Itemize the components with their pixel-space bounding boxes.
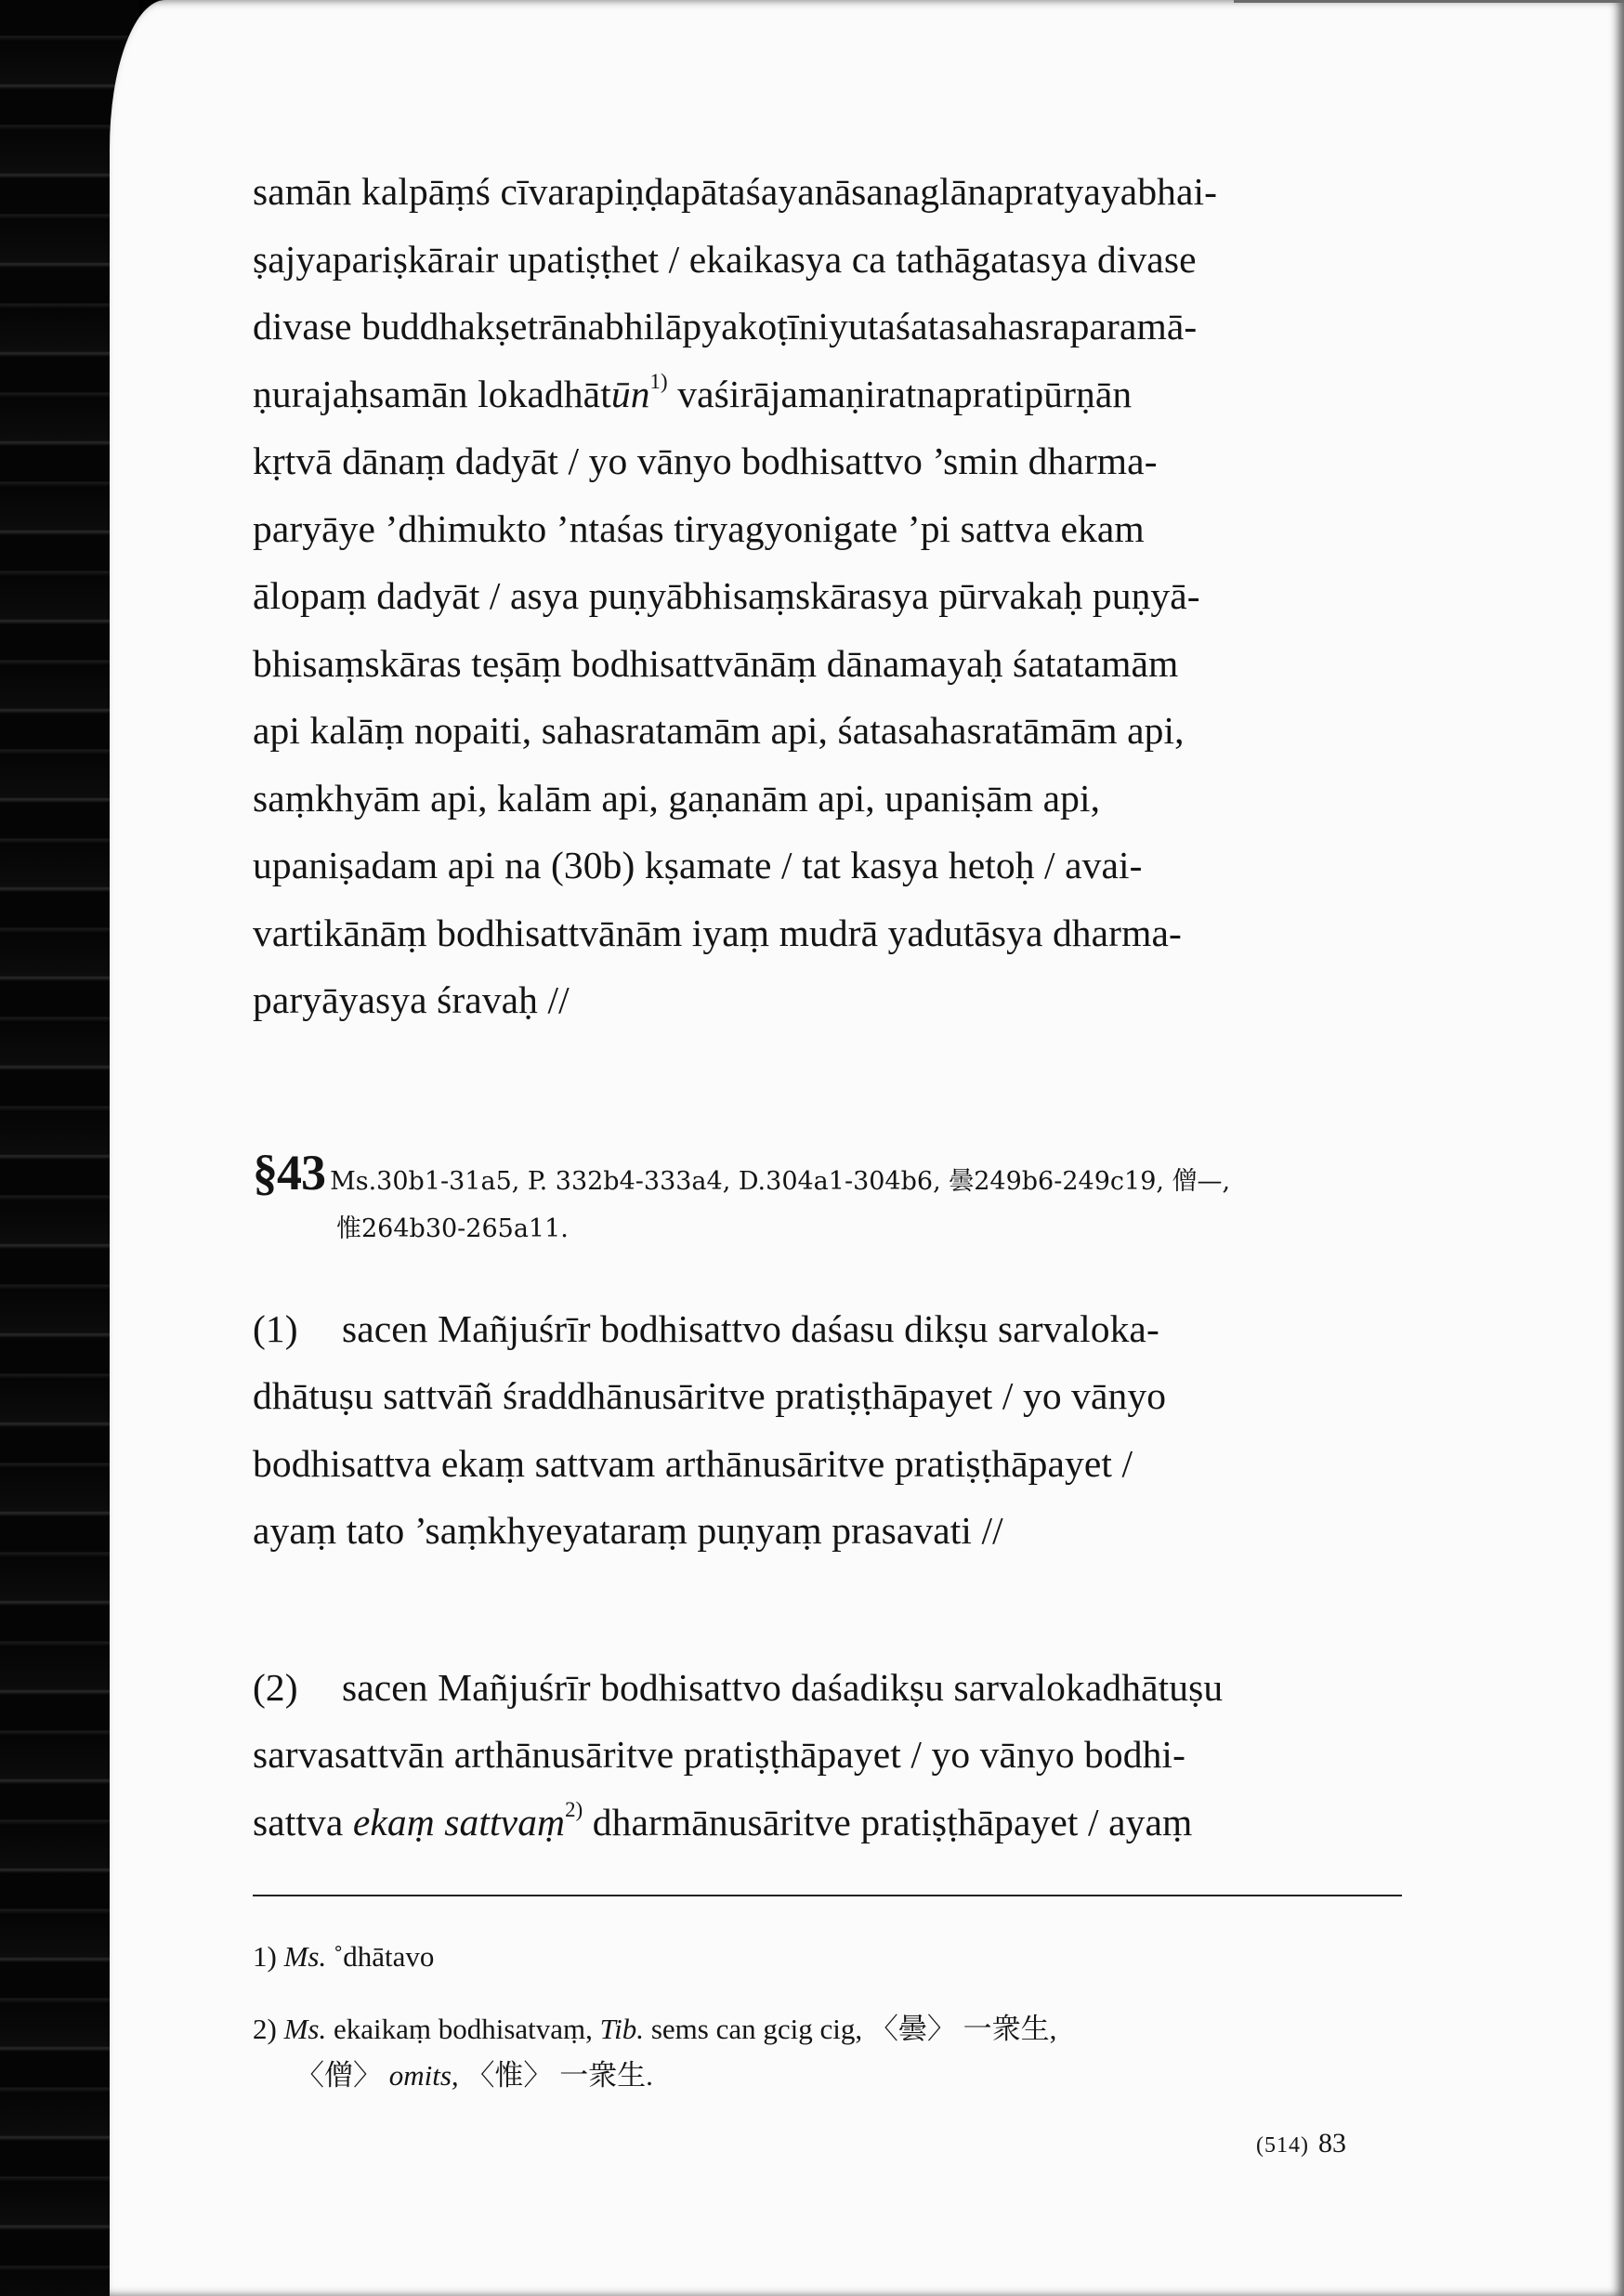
text-line (253, 1295, 1414, 1363)
footnote-divider (253, 1895, 1402, 1896)
scan-top-line (1234, 0, 1624, 3)
text-line: api kalāṃ nopaiti, sahasratamām api, śatasahasratāmām api, (253, 709, 1185, 752)
paragraph-sanskrit-1 (253, 158, 1414, 1034)
text-run: dharmānusāritve pratiṣṭhāpayet / ayaṃ (583, 1800, 1193, 1843)
text-line: ayaṃ tato ’saṃkhyeyataraṃ puṇyaṃ prasavati // (253, 1509, 1003, 1552)
text-line: saṃkhyām api, kalām api, gaṇanām api, upaniṣām api, (253, 776, 1101, 820)
footnote-text: 一衆生, (963, 2013, 1057, 2045)
text-line (253, 1654, 1414, 1722)
text-line: ṣajyapariṣkārair upatiṣṭhet / ekaikasya ca tathāgatasya divase (253, 237, 1197, 281)
text-run: sacen Mañjuśrīr bodhisattvo daśasu dikṣu sarvaloka- (342, 1306, 1159, 1350)
source-seng: 〈僧〉 (295, 2059, 382, 2092)
footnote-line (253, 2053, 1414, 2099)
paragraph-1 (253, 1295, 1414, 1565)
text-run: sattva (253, 1800, 353, 1843)
text-line: divase buddhakṣetrānabhilāpyakoṭīniyutaśatasahasraparamā- (253, 305, 1198, 348)
text-line: bhisaṃskāras teṣāṃ bodhisattvānāṃ dānamayaḥ śatatamām (253, 641, 1179, 685)
page-bracket-number: (514) (1256, 2133, 1309, 2158)
footnote-number: 2) (253, 2013, 277, 2045)
page-content (253, 158, 1414, 2099)
abbrev-tib: Tib. (599, 2013, 645, 2045)
text-line (253, 361, 1414, 428)
italic-run: ūn (610, 372, 650, 415)
footnote-mark-2: 2) (565, 1798, 583, 1822)
footnote-1 (253, 1934, 1414, 1980)
italic-run: ekaṃ sattvaṃ (352, 1800, 566, 1843)
paragraph-label: (1) (253, 1306, 298, 1350)
text-line: paryāyasya śravaḥ // (253, 978, 570, 1021)
footnote-2 (253, 2006, 1414, 2099)
paragraph-label: (2) (253, 1665, 298, 1709)
text-line: vartikānāṃ bodhisattvānām iyaṃ mudrā yadutāsya dharma- (253, 911, 1182, 954)
footnote-text: ˚dhātavo (333, 1940, 435, 1973)
footnote-text: sems can gcig cig, (650, 2013, 863, 2045)
section-number: §43 (253, 1144, 325, 1200)
text-line: dhātuṣu sattvāñ śraddhānusāritve pratiṣṭhāpayet / yo vānyo (253, 1374, 1167, 1417)
text-run: vaśirājamaṇiratnapratipūrṇān (667, 372, 1133, 415)
section-references-cont: 惟264b30-265a11. (336, 1214, 569, 1243)
text-run: sacen Mañjuśrīr bodhisattvo daśadikṣu sarvalokadhātuṣu (342, 1665, 1224, 1709)
text-line: upaniṣadam api na (30b) kṣamate / tat kasya hetoḥ / avai- (253, 844, 1143, 886)
footnote-text: omits, (388, 2059, 459, 2092)
page-footer (1256, 2128, 1346, 2159)
footnote-number: 1) (253, 1940, 277, 1973)
abbrev-ms: Ms. (283, 1940, 327, 1973)
abbrev-ms: Ms. (283, 2013, 327, 2045)
section-heading (253, 1144, 1414, 1251)
page-number: 83 (1317, 2128, 1346, 2158)
text-line: paryāye ’dhimukto ’ntaśas tiryagyonigate ’pi sattva ekam (253, 506, 1145, 550)
paragraph-2 (253, 1654, 1414, 1856)
footnote-text: ekaikaṃ bodhisatvaṃ, (333, 2013, 593, 2045)
text-line (253, 1789, 1414, 1856)
text-line: kṛtvā dānaṃ dadyāt / yo vānyo bodhisattvo ’smin dharma- (253, 440, 1158, 482)
text-line: sarvasattvān arthānusāritve pratiṣṭhāpayet / yo vānyo bodhi- (253, 1733, 1185, 1776)
text-line: ālopaṃ dadyāt / asya puṇyābhisaṃskārasya pūrvakaḥ puṇyā- (253, 574, 1200, 617)
footnote-mark-1: 1) (649, 370, 668, 394)
footnote-line (253, 2006, 1414, 2053)
source-tan: 〈曇〉 (869, 2013, 956, 2045)
text-run: ṇurajaḥsamān lokadhāt (253, 372, 611, 415)
text-line: bodhisattva ekaṃ sattvam arthānusāritve pratiṣṭhāpayet / (253, 1441, 1133, 1485)
text-line: samān kalpāṃś cīvarapiṇḍapātaśayanāsanaglānapratyayabhai- (253, 170, 1218, 213)
section-references: Ms.30b1-31a5, P. 332b4-333a4, D.304a1-304b6, 曇249b6-249c19, 僧—, (330, 1166, 1231, 1196)
source-wei: 〈惟〉 (465, 2059, 553, 2092)
footnote-text: 一衆生. (559, 2059, 653, 2092)
